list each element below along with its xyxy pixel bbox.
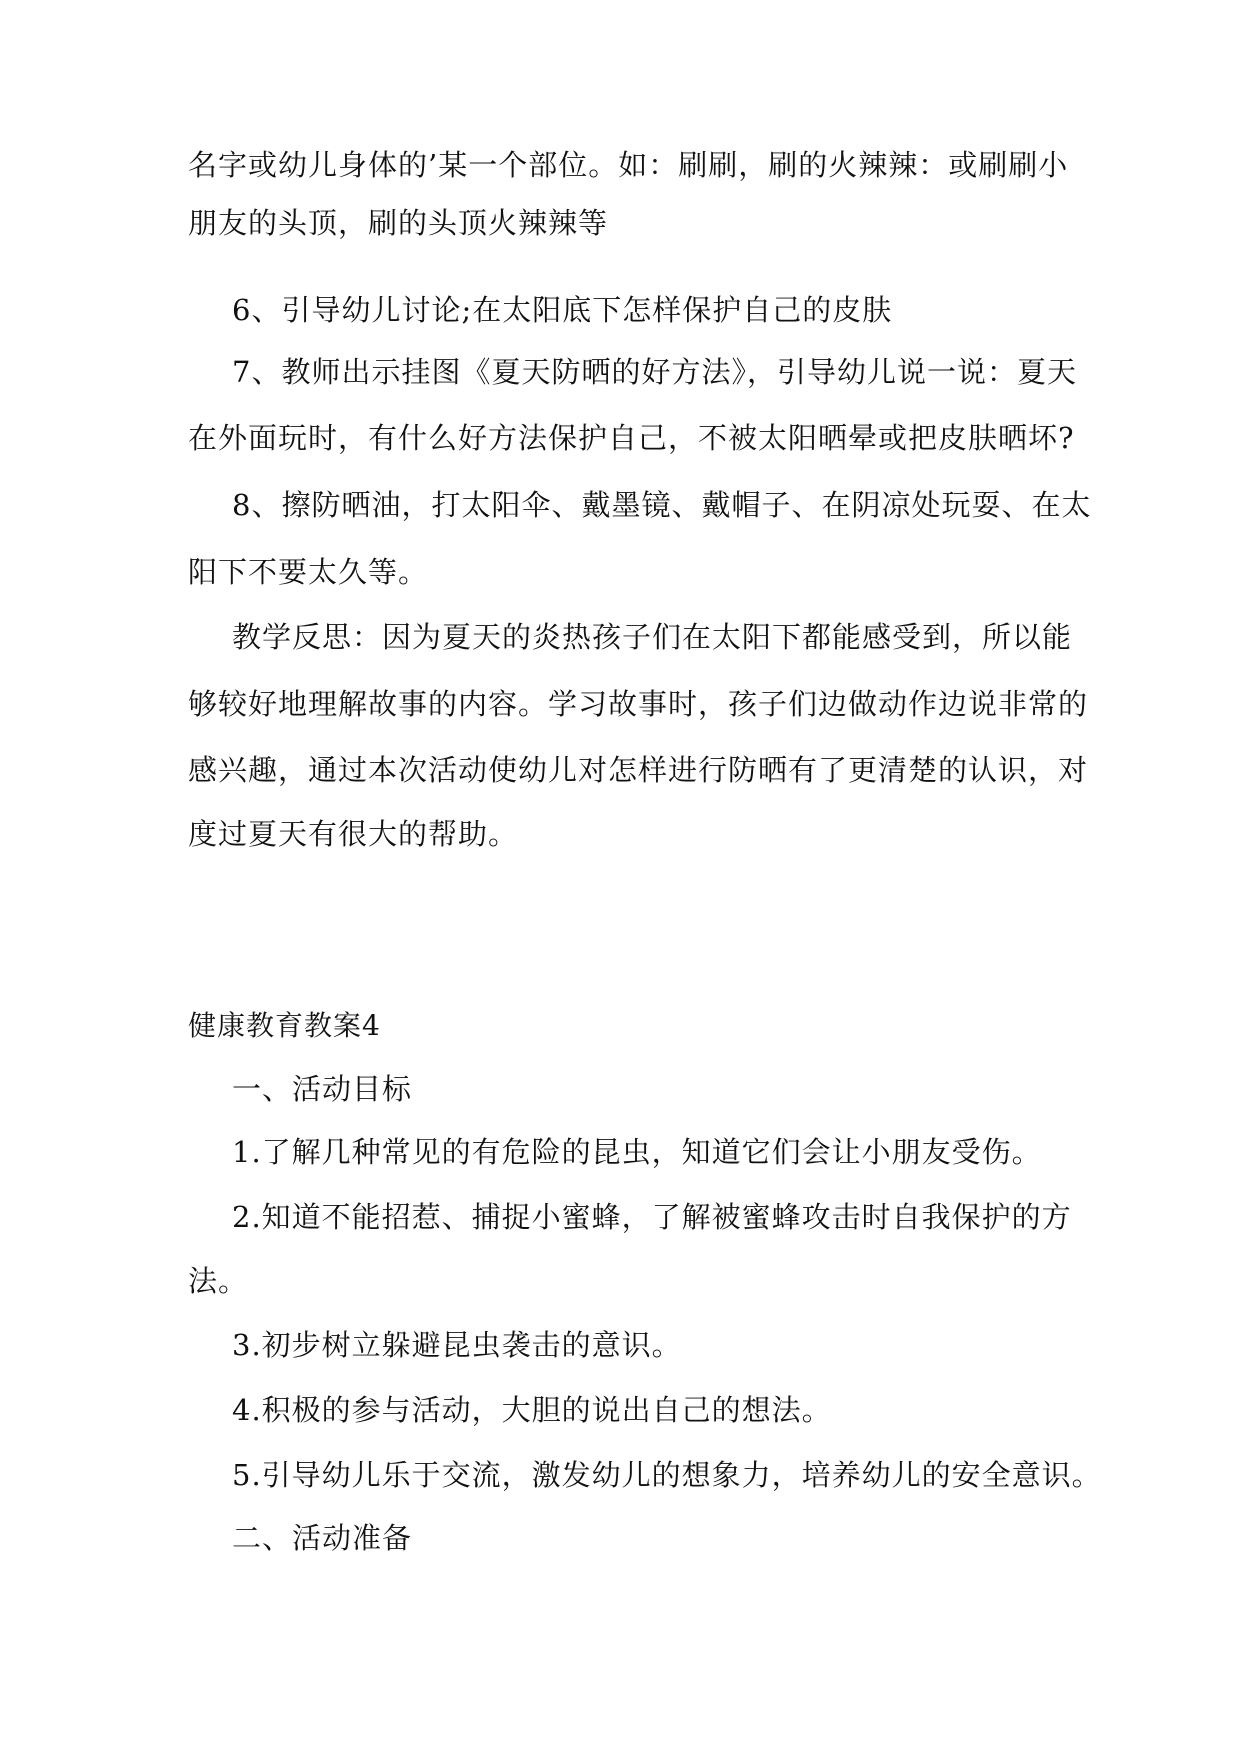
paragraph-line: 阳下不要太久等。 xyxy=(188,555,429,589)
paragraph-line: 名字或幼儿身体的’某一个部位。如：刷刷，刷的火辣辣：或刷刷小 xyxy=(188,148,1069,182)
paragraph-line: 在外面玩时，有什么好方法保护自己，不被太阳晒晕或把皮肤晒坏? xyxy=(188,421,1075,455)
step-7-line: 7、教师出示挂图《夏天防晒的好方法》，引导幼儿说一说：夏天 xyxy=(232,355,1077,389)
step-6-line: 6、引导幼儿讨论;在太阳底下怎样保护自己的皮肤 xyxy=(232,293,893,327)
goal-1-line: 1.了解几种常见的有危险的昆虫，知道它们会让小朋友受伤。 xyxy=(232,1135,1042,1169)
reflection-line: 教学反思：因为夏天的炎热孩子们在太阳下都能感受到，所以能 xyxy=(232,620,1073,654)
goal-5-line: 5.引导幼儿乐于交流，激发幼儿的想象力，培养幼儿的安全意识。 xyxy=(232,1458,1102,1492)
paragraph-line: 度过夏天有很大的帮助。 xyxy=(188,817,519,851)
goal-2-line: 2.知道不能招惹、捕捉小蜜蜂，了解被蜜蜂攻击时自我保护的方 xyxy=(232,1200,1072,1234)
subsection-heading: 二、活动准备 xyxy=(232,1521,413,1555)
section-title: 健康教育教案4 xyxy=(188,1009,381,1042)
subsection-heading: 一、活动目标 xyxy=(232,1072,413,1106)
paragraph-line: 感兴趣，通过本次活动使幼儿对怎样进行防晒有了更清楚的认识，对 xyxy=(188,753,1089,787)
step-8-line: 8、擦防晒油，打太阳伞、戴墨镜、戴帽子、在阴凉处玩耍、在太 xyxy=(232,488,1092,522)
goal-4-line: 4.积极的参与活动，大胆的说出自己的想法。 xyxy=(232,1393,832,1427)
goal-3-line: 3.初步树立躲避昆虫袭击的意识。 xyxy=(232,1328,682,1362)
paragraph-line: 朋友的头顶，刷的头顶火辣辣等 xyxy=(188,206,609,240)
paragraph-line: 法。 xyxy=(188,1264,249,1298)
paragraph-line: 够较好地理解故事的内容。学习故事时，孩子们边做动作边说非常的 xyxy=(188,687,1089,721)
